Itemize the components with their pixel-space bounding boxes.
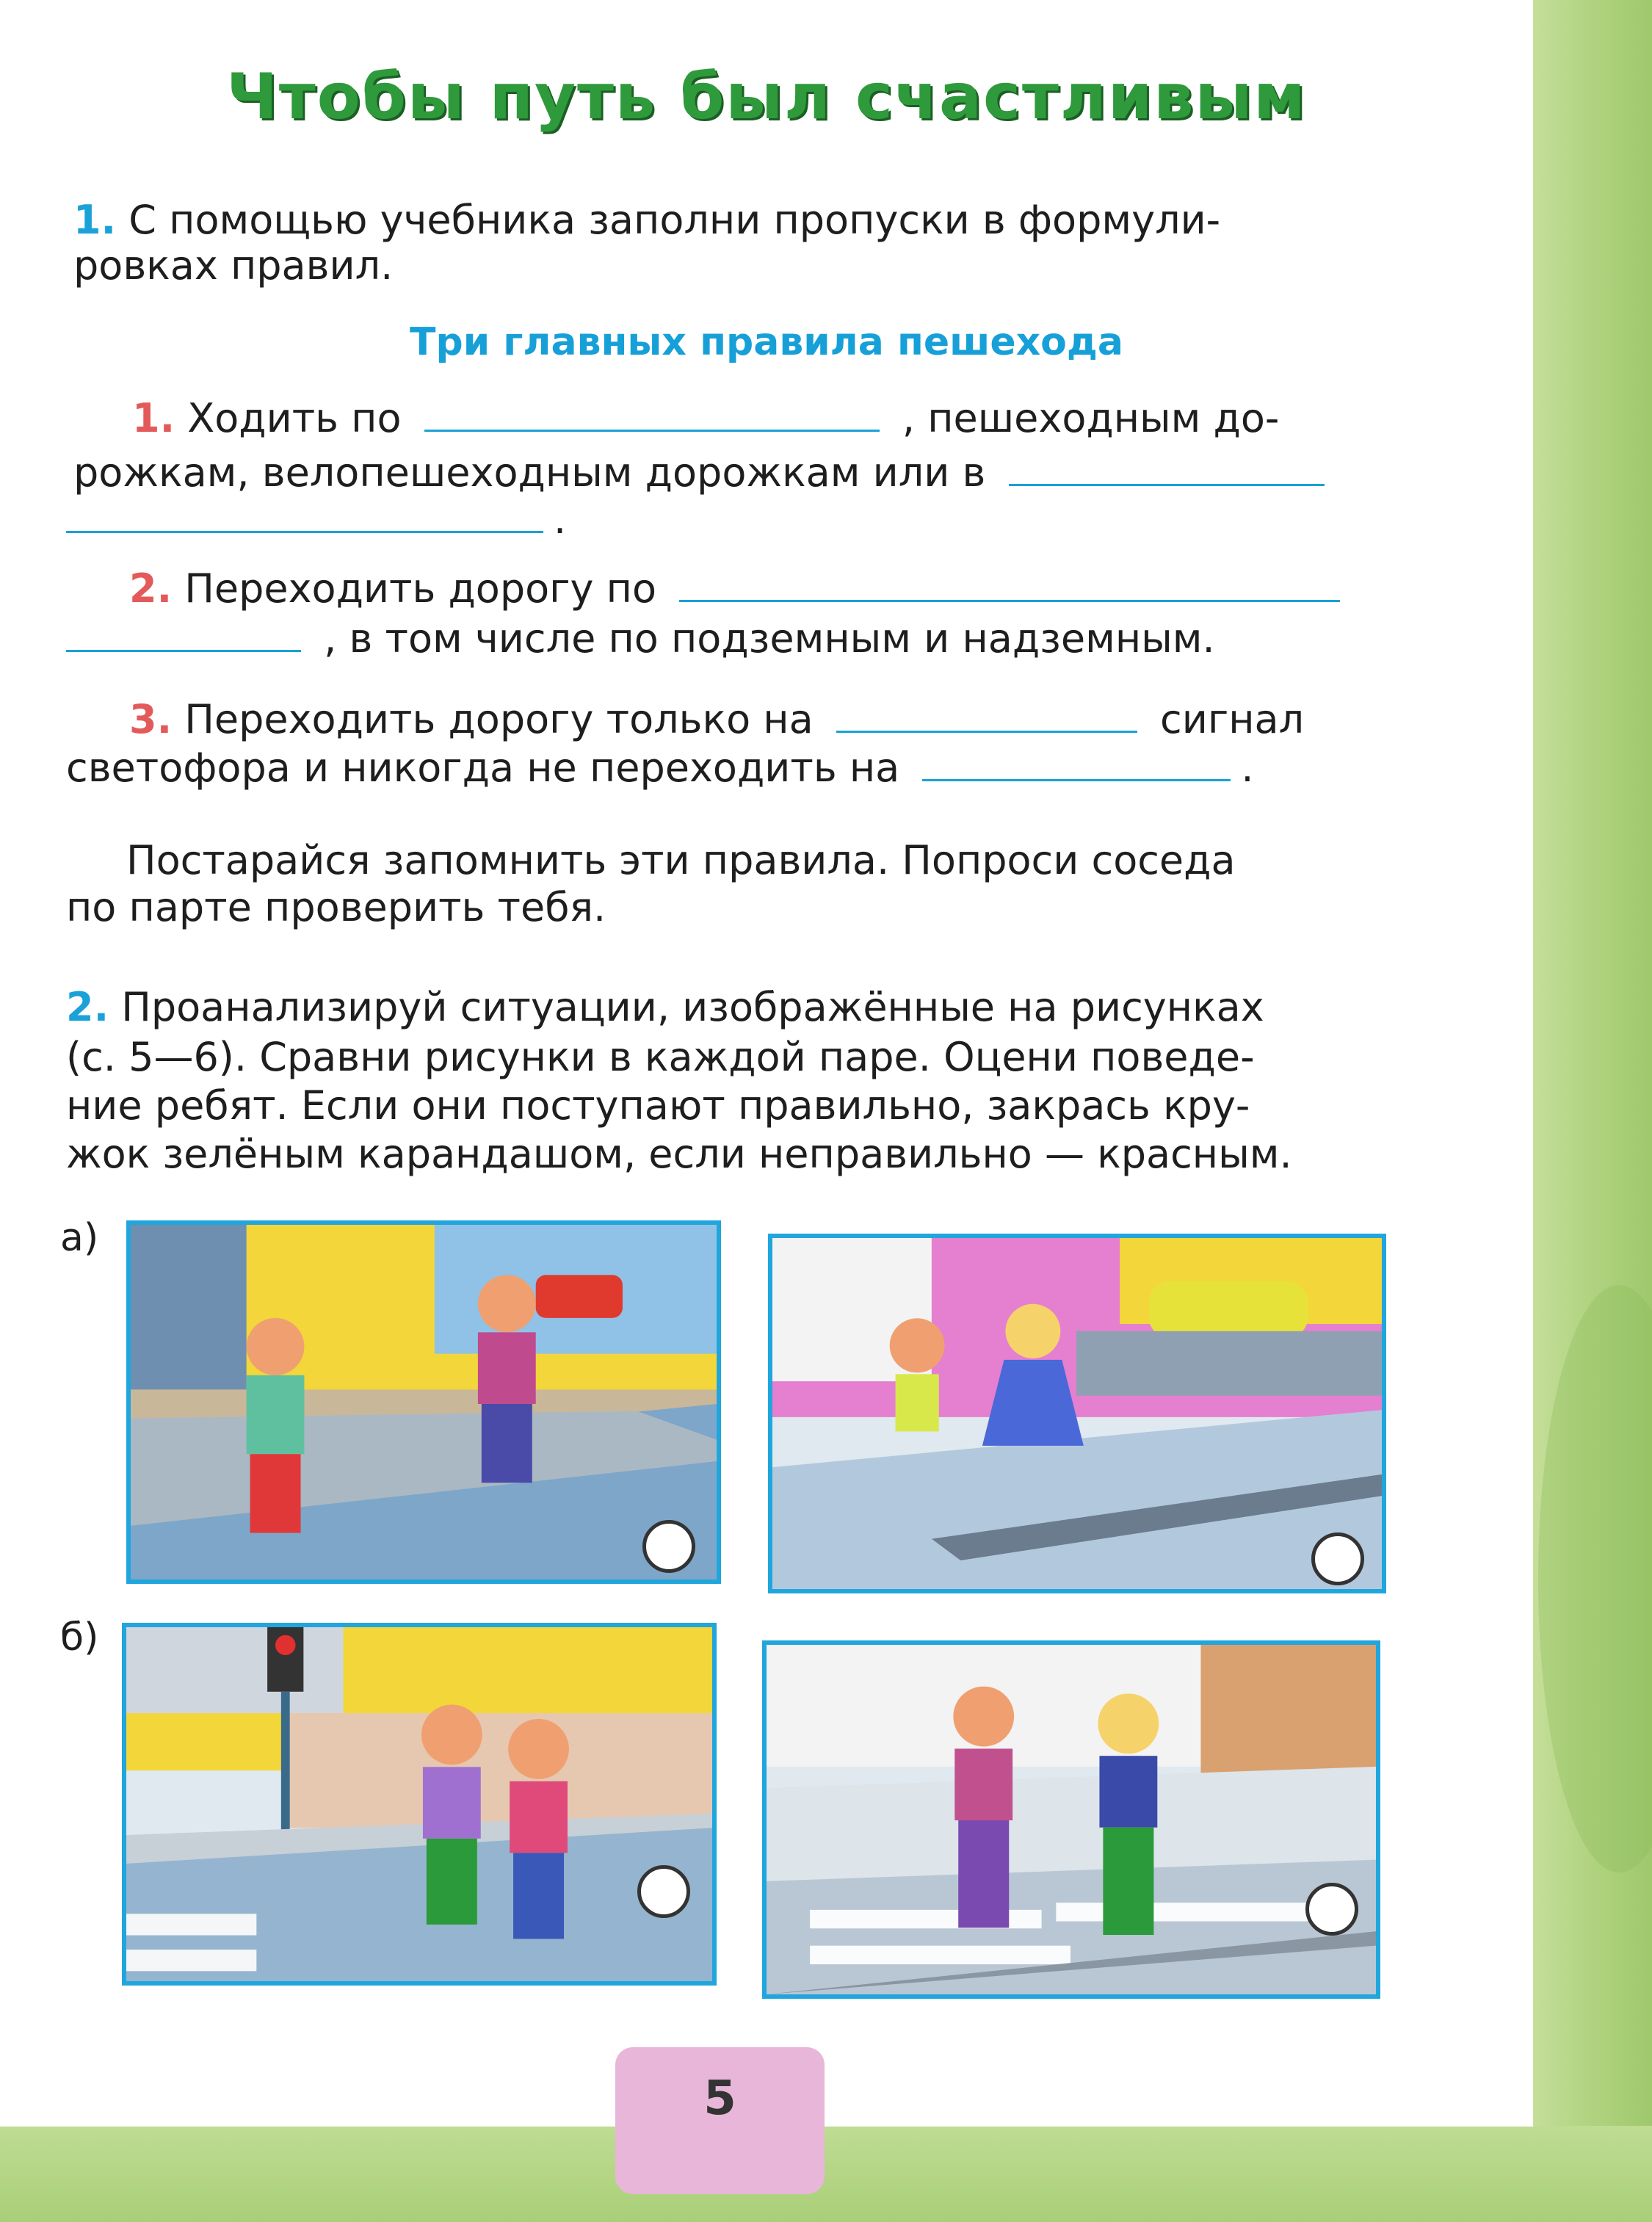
illustration-a-right — [768, 1234, 1386, 1593]
rule2-line1 — [129, 565, 1350, 612]
rule1-blank1[interactable] — [424, 396, 880, 432]
rule2-number: 2. — [129, 565, 173, 612]
answer-circle-b-right[interactable] — [1305, 1883, 1358, 1936]
rule1-line3 — [66, 496, 566, 543]
illustration-b-left — [122, 1623, 717, 1986]
rule3-text-b: сигнал — [1160, 696, 1305, 742]
rule3-blank2[interactable] — [922, 745, 1231, 781]
task2-text-1: Проанализируй ситуации, изображённые на рисунках — [121, 984, 1264, 1030]
rule3-text-a: Переходить дорогу только на — [184, 696, 814, 742]
green-bottom-margin — [0, 2126, 1652, 2222]
answer-circle-b-left[interactable] — [637, 1865, 690, 1918]
rule1-blank2[interactable] — [1009, 450, 1325, 486]
rule3-line1 — [129, 696, 1304, 743]
rule3-number: 3. — [129, 696, 173, 742]
rule1-end: . — [554, 496, 567, 543]
label-a: а) — [60, 1216, 99, 1260]
rule3-blank1[interactable] — [836, 697, 1137, 733]
task2-line1 — [66, 984, 1264, 1031]
rules-subtitle: Три главных правила пешехода — [410, 320, 1123, 364]
rule1-blank3[interactable] — [66, 497, 543, 533]
task2-number: 2. — [66, 984, 109, 1030]
task1-number: 1. — [73, 197, 117, 243]
illustration-a-left — [126, 1220, 721, 1584]
green-margin — [1531, 0, 1652, 2222]
rule1-line2 — [73, 449, 1335, 496]
task2-line3: ние ребят. Если они поступают правильно, закрась кру- — [66, 1082, 1250, 1129]
page-number-tab — [615, 2047, 825, 2194]
rule3-end: . — [1241, 745, 1254, 791]
rule3-line2 — [66, 745, 1254, 792]
rule3-text-c: светофора и никогда не переходить на — [66, 745, 900, 791]
rule2-text-b: , в том числе по подземным и надземным. — [324, 615, 1215, 662]
rule2-blank1[interactable] — [679, 566, 1340, 602]
illustration-b-right — [762, 1640, 1380, 1999]
task1-instruction — [73, 197, 1402, 244]
rule1-number: 1. — [132, 395, 175, 441]
answer-circle-a-left[interactable] — [642, 1520, 695, 1573]
task2-line4: жок зелёным карандашом, если неправильно — красным. — [66, 1131, 1292, 1177]
note-line2: по парте проверить тебя. — [66, 884, 606, 930]
note-line1: Постарайся запомнить эти правила. Попроси соседа — [126, 837, 1236, 883]
task2-line2: (с. 5—6). Сравни рисунки в каждой паре. Оцени поведе- — [66, 1034, 1255, 1080]
rule1-text-a: Ходить по — [187, 395, 402, 441]
rule2-line2 — [66, 615, 1215, 662]
rule1-text-c: рожкам, велопешеходным дорожкам или в — [73, 449, 986, 496]
task1-text-line1: С помощью учебника заполни пропуски в формули- — [128, 197, 1221, 243]
rule2-blank2[interactable] — [66, 616, 301, 652]
rule1-line1 — [132, 395, 1279, 442]
page-title: Чтобы путь был счастливым — [226, 60, 1307, 134]
answer-circle-a-right[interactable] — [1311, 1532, 1364, 1585]
label-b: б) — [60, 1615, 99, 1660]
rule2-text-a: Переходить дорогу по — [184, 565, 656, 612]
rule1-text-b: , пешеходным до- — [902, 395, 1280, 441]
page-number: 5 — [703, 2071, 736, 2126]
task1-text-line2: ровках правил. — [73, 242, 394, 289]
